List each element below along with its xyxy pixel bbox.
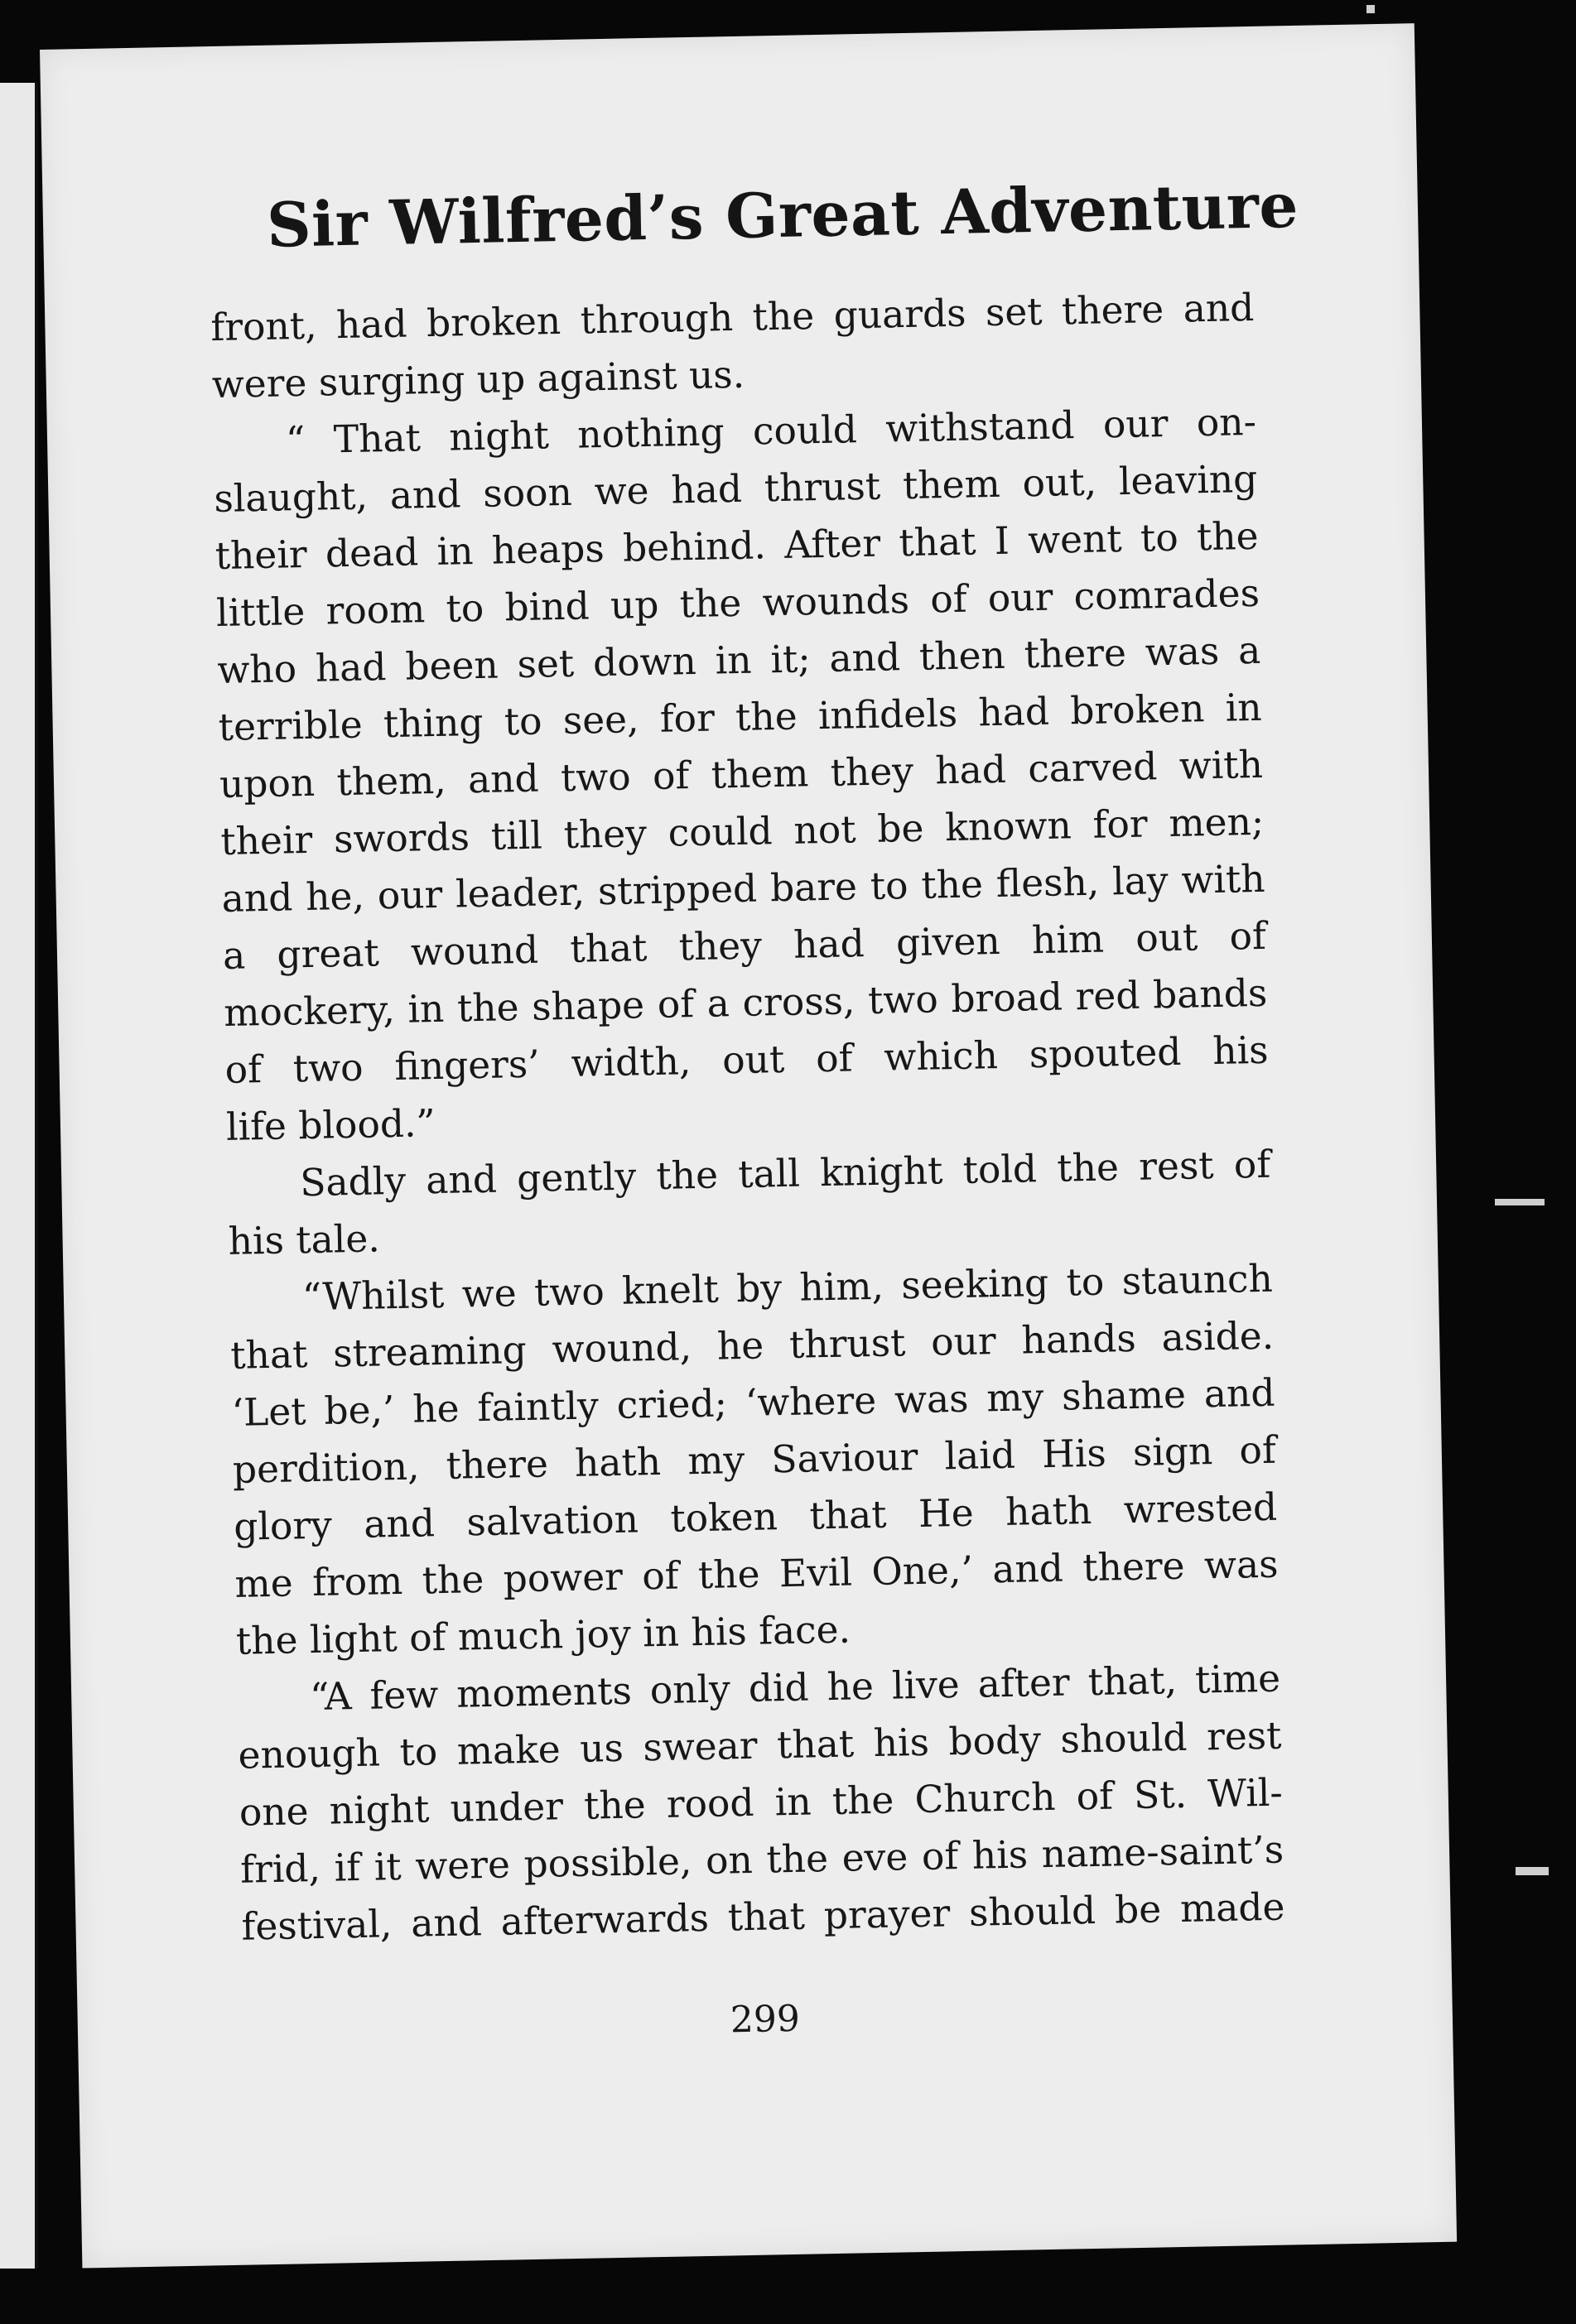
text-line: their dead in heaps behind. After that I went to the bbox=[214, 513, 1260, 579]
text-line: who had been set down in it; and then there was a bbox=[216, 628, 1261, 693]
text-line: festival, and afterwards that prayer should be made bbox=[241, 1884, 1285, 1949]
text-line: his tale. bbox=[228, 1216, 381, 1263]
text-line: mockery, in the shape of a cross, two broad red bands bbox=[223, 970, 1268, 1035]
text-line: “ That night nothing could withstand our on- bbox=[285, 399, 1257, 463]
text-line: ‘Let be,’ he faintly cried; ‘where was my shame and bbox=[231, 1370, 1275, 1435]
text-line: little room to bind up the wounds of our comrades bbox=[215, 570, 1260, 636]
text-line: front, had broken through the guards set there and bbox=[210, 285, 1255, 350]
text-line: me from the power of the Evil One,’ and there was bbox=[234, 1542, 1279, 1606]
scan-speck bbox=[1366, 5, 1375, 13]
scan-speck bbox=[1516, 1867, 1549, 1875]
text-line: the light of much joy in his face. bbox=[235, 1607, 851, 1663]
text-line: life blood.” bbox=[225, 1101, 436, 1149]
text-line: terrible thing to see, for the infidels had broken in bbox=[218, 685, 1263, 750]
running-head: Sir Wilfred’s Great Adventure bbox=[266, 170, 1299, 262]
text-line: a great wound that they had given him out of bbox=[222, 913, 1267, 978]
text-line: “A few moments only did he live after that, time bbox=[309, 1656, 1281, 1720]
text-line: slaught, and soon we had thrust them out, leaving bbox=[213, 456, 1258, 522]
text-line: “Whilst we two knelt by him, seeking to staunch bbox=[301, 1256, 1274, 1320]
text-line: frid, if it were possible, on the eve of his name-saint’s bbox=[239, 1827, 1284, 1892]
text-line: of two fingers’ width, out of which spouted his bbox=[224, 1027, 1269, 1092]
page-body-text bbox=[210, 279, 1285, 1956]
text-line: their swords till they could not be known for men; bbox=[219, 799, 1265, 864]
text-line: one night under the rood in the Church of St. Wil- bbox=[239, 1770, 1284, 1835]
scan-speck bbox=[1495, 1199, 1545, 1205]
facing-page-edge bbox=[0, 83, 38, 2269]
text-line: that streaming wound, he thrust our hands aside. bbox=[229, 1313, 1275, 1378]
text-line: and he, our leader, stripped bare to the flesh, lay with bbox=[221, 856, 1266, 921]
text-line: perdition, there hath my Saviour laid His sign of bbox=[232, 1427, 1277, 1492]
text-line: Sadly and gently the tall knight told the rest of bbox=[299, 1142, 1271, 1205]
page-number: 299 bbox=[730, 1997, 801, 2042]
text-line: were surging up against us. bbox=[211, 352, 745, 407]
text-line: upon them, and two of them they had carved with bbox=[219, 742, 1264, 806]
text-line: enough to make us swear that his body should rest bbox=[238, 1713, 1282, 1778]
text-line: glory and salvation token that He hath wrested bbox=[233, 1484, 1278, 1549]
book-page bbox=[40, 23, 1457, 2268]
